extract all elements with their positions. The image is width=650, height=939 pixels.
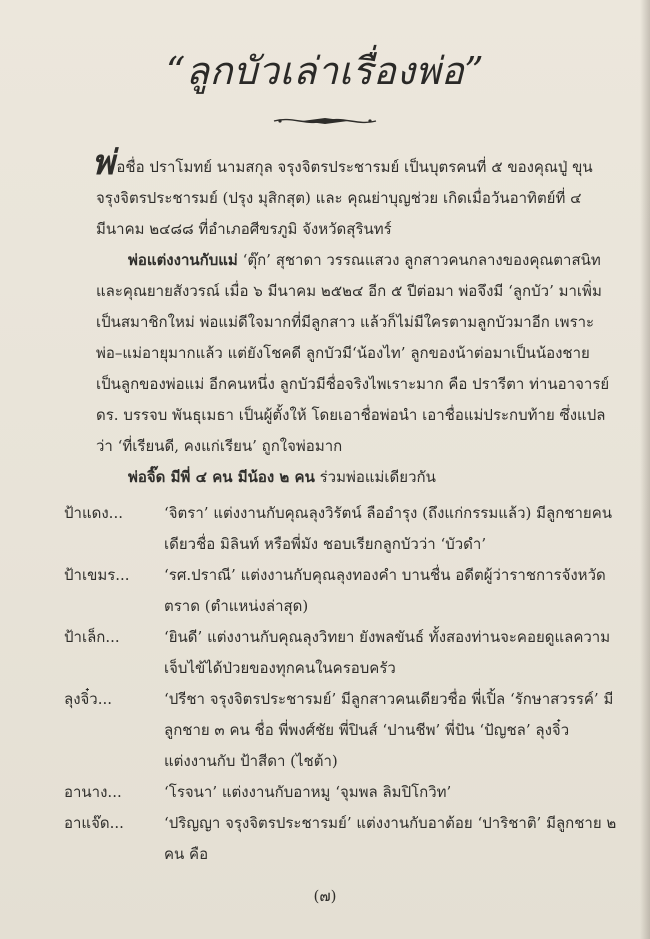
sibling-name: ป้าเล็ก...	[64, 628, 120, 646]
page-number: (๗)	[313, 887, 337, 905]
sibling-name: อานาง...	[64, 783, 122, 801]
sibling-list	[64, 498, 619, 870]
intro-paragraph-2	[96, 245, 616, 462]
list-item	[64, 808, 619, 870]
sibling-name: ลุงจิ๋ว...	[64, 690, 113, 708]
sibling-description: ‘รศ.ปราณี’ แต่งงานกับคุณลุงทองคำ บานชื่น อดีตผู้ว่าราชการจังหวัดตราด (ตำแหน่งล่าสุด)	[164, 566, 606, 615]
sibling-name: ป้าแดง...	[64, 504, 123, 522]
intro-paragraph-2-text: ‘ตุ๊ก’ สุชาดา วรรณแสวง ลูกสาวคนกลางของคุณตาสนิท และคุณยายสังวรณ์ เมื่อ ๖ มีนาคม ๒๕๒๔ อีก ๕ ปีต่อมา พ่อจึงมี ‘ลูกบัว’ มาเพิ่มเป็นสมาชิกใหม่ พ่อแม่ดีใจมากที่มีลูกสาว แล้วก็ไม่มีใครตามลูกบัวมาอีก เพราะพ่อ–แม่อายุมากแล้ว แต่ยังโชคดี ลูกบัวมี‘น้องไท’ ลูกของน้าต่อมาเป็นน้องชาย เป็นลูกของพ่อแม่ อีกคนหนึ่ง ลูกบัวมีชื่อจริงไพเราะมาก คือ ปรารีตา ท่านอาจารย์ ดร. บรรจบ พันธุเมธา เป็นผู้ตั้งให้ โดยเอาชื่อพ่อนำ เอาชื่อแม่ประกบท้าย ซึ่งแปลว่า ‘ที่เรียนดี, คงแก่เรียน’ ถูกใจพ่อมาก	[96, 251, 610, 455]
list-item	[64, 560, 619, 622]
intro-paragraph-3-lead: พ่อจิ๊ด มีพี่ ๔ คน มีน้อง ๒ คน	[128, 468, 315, 486]
sibling-description: ‘ปริญญา จรุงจิตรประชารมย์’ แต่งงานกับอาต้อย ‘ปาริชาติ’ มีลูกชาย ๒ คน คือ	[164, 814, 617, 863]
page-edge-shadow	[640, 0, 650, 939]
intro-text	[92, 143, 616, 493]
intro-paragraph-2-lead: พ่อแต่งงานกับแม่	[128, 251, 238, 269]
list-item	[64, 498, 619, 560]
list-item	[64, 777, 619, 808]
sibling-name: ป้าเขมร...	[64, 566, 130, 584]
sibling-description: ‘จิตรา’ แต่งงานกับคุณลุงวิรัตน์ ลืออำรุง (ถึงแก่กรรมแล้ว) มีลูกชายคนเดียวชื่อ มิลินท์ หรือพี่มัง ชอบเรียกลูกบัวว่า ‘บัวดำ’	[164, 504, 612, 553]
sibling-description: ‘โรจนา’ แต่งงานกับอาหมู ‘จุมพล ลิมปิโกวิท’	[164, 783, 452, 801]
sibling-description: ‘ปรีชา จรุงจิตรประชารมย์’ มีลูกสาวคนเดียวชื่อ พี่เปิ้ล ‘รักษาสวรรค์’ มีลูกชาย ๓ คน ชื่อ พี่พงศ์ชัย พี่ปินส์ ‘ปานชีพ’ พี่ปัน ‘ปัญชล’ ลุงจิ๋วแต่งงานกับ ป้าสีดา (ไชต้า)	[164, 690, 614, 770]
chapter-title: “ลูกบัวเล่าเรื่องพ่อ”	[165, 49, 485, 93]
intro-paragraph-1	[92, 143, 616, 245]
decorative-swash-icon	[272, 114, 378, 128]
sibling-description: ‘ยินดี’ แต่งงานกับคุณลุงวิทยา ยังพลขันธ์ ทั้งสองท่านจะคอยดูแลความเจ็บไข้ได้ป่วยของทุกคนในครอบครัว	[164, 628, 611, 677]
intro-paragraph-3	[96, 462, 616, 493]
list-item	[64, 684, 619, 777]
intro-paragraph-1-text: อชื่อ ปราโมทย์ นามสกุล จรุงจิตรประชารมย์ เป็นบุตรคนที่ ๕ ของคุณปู่ ขุนจรุงจิตรประชารมย์ (ปรุง มุสิกสุต) และ คุณย่าบุญช่วย เกิดเมื่อวันอาทิตย์ที่ ๔ มีนาคม ๒๔๘๘ ที่อำเภอศีขรภูมิ จังหวัดสุรินทร์	[96, 158, 593, 238]
intro-paragraph-3-text: ร่วมพ่อแม่เดียวกัน	[314, 468, 436, 486]
drop-cap: พ่	[92, 143, 115, 183]
sibling-name: อาแจ๊ด...	[64, 814, 124, 832]
list-item	[64, 622, 619, 684]
